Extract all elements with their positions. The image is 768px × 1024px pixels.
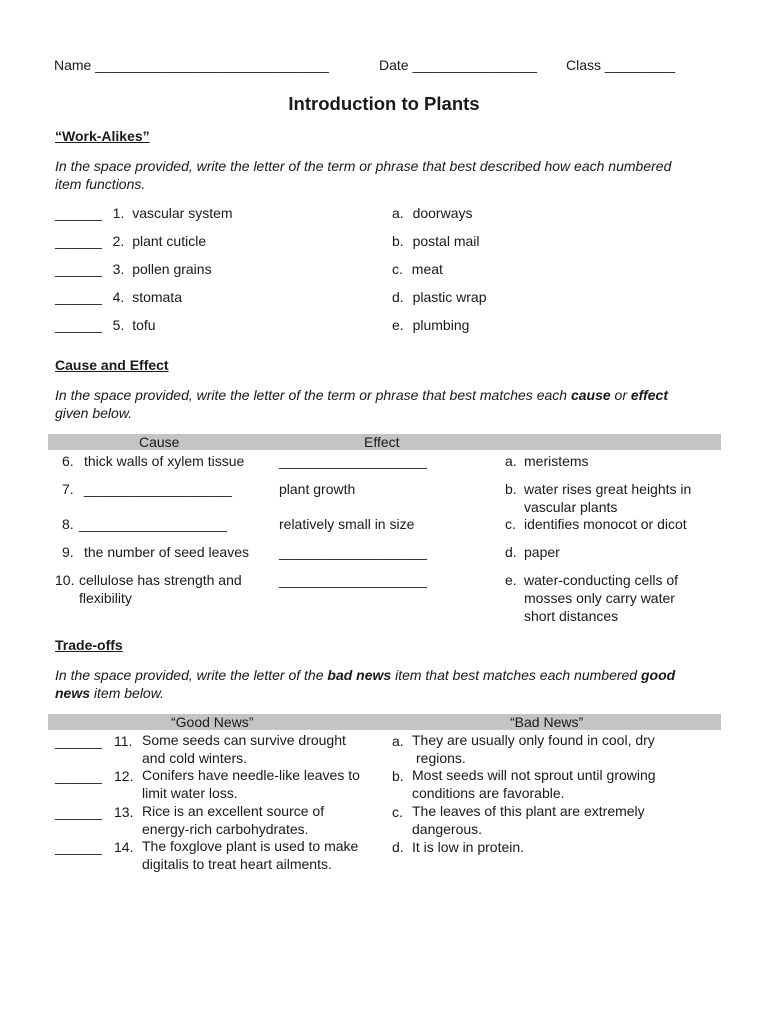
row-number: 12. [114, 768, 134, 784]
instruction-text: or [610, 387, 631, 403]
class-field[interactable] [566, 57, 675, 73]
row-number: 10. [55, 572, 75, 588]
row-number: 11. [114, 733, 133, 749]
bad-line: dangerous. [412, 820, 483, 837]
option-text: plumbing [412, 317, 470, 333]
option-letter: a. [392, 733, 404, 749]
answer-blank[interactable]: ______ [55, 839, 102, 855]
option-letter: b. [392, 233, 404, 249]
option-text: doorways [412, 205, 473, 221]
option-text [524, 571, 678, 625]
list-item [55, 317, 156, 333]
bad-line: conditions are favorable. [412, 784, 565, 801]
answer-blank[interactable]: ______ [55, 289, 102, 305]
answer-blank[interactable]: ______ [55, 768, 102, 784]
option-letter: c. [392, 261, 403, 277]
item-number: 5. [112, 317, 125, 333]
option-letter: d. [392, 289, 404, 305]
trade-offs-instruction [55, 666, 695, 702]
option-item [392, 205, 473, 221]
option-letter: d. [392, 839, 404, 855]
option-item [392, 289, 487, 305]
option-text: meristems [524, 453, 589, 469]
good-news-text [142, 732, 346, 767]
cause-line: flexibility [79, 590, 132, 606]
option-text: identifies monocot or dicot [524, 516, 687, 532]
work-alikes-instruction: In the space provided, write the letter of the term or phrase that best described how each numbered item functions. [55, 158, 672, 192]
class-blank[interactable]: _________ [604, 57, 675, 73]
item-text: stomata [132, 289, 182, 305]
section-heading-trade-offs: Trade-offs [55, 637, 123, 653]
option-item [392, 233, 480, 249]
option-letter: d. [505, 544, 517, 560]
item-number: 2. [112, 233, 125, 249]
section-heading-work-alikes: “Work-Alikes” [55, 128, 150, 144]
name-blank[interactable]: ______________________________ [95, 57, 329, 73]
instruction-text: In the space provided, write the letter of the term or phrase that best matches each [55, 387, 571, 403]
item-number: 4. [112, 289, 125, 305]
effect-blank[interactable]: ___________________ [279, 453, 427, 469]
option-letter: e. [392, 317, 404, 333]
bad-line: regions. [416, 749, 466, 766]
effect-text: plant growth [279, 481, 356, 497]
effect-text: relatively small in size [279, 516, 415, 532]
good-line: and cold winters. [142, 749, 248, 766]
row-number: 8. [62, 516, 74, 532]
answer-blank[interactable]: ______ [55, 205, 102, 221]
row-number: 7. [62, 481, 74, 497]
page-title: Introduction to Plants [288, 93, 480, 114]
effect-blank[interactable]: ___________________ [279, 544, 427, 560]
option-item [392, 261, 443, 277]
section-heading-cause-effect: Cause and Effect [55, 357, 169, 373]
instruction-bold-good-news: good news [55, 667, 676, 701]
name-label: Name [54, 57, 92, 73]
effect-blank[interactable]: ___________________ [279, 572, 427, 588]
answer-blank[interactable]: ______ [55, 261, 102, 277]
option-line: short distances [524, 608, 619, 624]
bad-news-text [412, 803, 645, 838]
date-label: Date [379, 57, 409, 73]
cause-text: the number of seed leaves [84, 544, 249, 560]
bad-line: They are usually only found in cool, dry [412, 732, 655, 748]
instruction-bold-effect: effect [630, 387, 668, 403]
item-number: 3. [112, 261, 125, 277]
option-text: plastic wrap [412, 289, 487, 305]
trade-offs-header-row [48, 714, 721, 730]
option-letter: a. [505, 453, 517, 469]
option-letter: e. [505, 572, 517, 588]
option-letter: c. [392, 804, 403, 820]
cause-blank[interactable]: ___________________ [79, 516, 227, 532]
bad-news-text [412, 767, 656, 802]
option-line: water rises great heights in [524, 481, 692, 497]
answer-blank[interactable]: ______ [55, 317, 102, 333]
good-news-text [142, 767, 360, 802]
list-item [55, 233, 206, 249]
good-line: Some seeds can survive drought [142, 732, 346, 748]
option-letter: a. [392, 205, 404, 221]
bad-news-text [412, 732, 655, 767]
instruction-text: In the space provided, write the letter of the [55, 667, 328, 683]
option-item [392, 317, 469, 333]
option-letter: b. [505, 481, 517, 497]
column-header-cause: Cause [139, 434, 180, 450]
row-number: 9. [62, 544, 74, 560]
cause-text: thick walls of xylem tissue [84, 453, 245, 469]
item-text: pollen grains [132, 261, 212, 277]
item-text: tofu [132, 317, 156, 333]
option-letter: b. [392, 768, 404, 784]
good-line: digitalis to treat heart ailments. [142, 855, 332, 872]
option-text [524, 480, 691, 516]
good-line: limit water loss. [142, 784, 238, 801]
row-number: 6. [62, 453, 74, 469]
date-blank[interactable]: ________________ [412, 57, 538, 73]
answer-blank[interactable]: ______ [55, 804, 102, 820]
list-item [55, 261, 212, 277]
cause-text [79, 571, 242, 607]
item-text: plant cuticle [132, 233, 207, 249]
column-header-good-news: “Good News” [171, 714, 254, 730]
column-header-effect: Effect [364, 434, 400, 450]
class-label: Class [566, 57, 602, 73]
item-number: 1. [112, 205, 125, 221]
answer-blank[interactable]: ______ [55, 233, 102, 249]
row-number: 13. [114, 804, 134, 820]
cause-line: cellulose has strength and [79, 572, 242, 588]
bad-news-text: It is low in protein. [412, 839, 525, 855]
answer-blank[interactable]: ______ [55, 733, 102, 749]
date-field[interactable] [379, 57, 537, 73]
instruction-text: item that best matches each numbered [391, 667, 641, 683]
option-line: mosses only carry water [524, 590, 675, 606]
instruction-text: item below. [90, 685, 164, 701]
good-line: energy-rich carbohydrates. [142, 820, 309, 837]
good-line: Conifers have needle-like leaves to [142, 767, 360, 783]
good-news-text [142, 838, 358, 873]
good-line: Rice is an excellent source of [142, 803, 325, 819]
good-line: The foxglove plant is used to make [142, 838, 359, 854]
option-line: water-conducting cells of [524, 572, 679, 588]
option-letter: c. [505, 516, 516, 532]
bad-line: Most seeds will not sprout until growing [412, 767, 656, 783]
option-line: vascular plants [524, 499, 618, 515]
instruction-bold-cause: cause [570, 387, 611, 403]
cause-effect-header-row [48, 434, 721, 450]
instruction-text: given below. [55, 405, 133, 421]
list-item [55, 289, 182, 305]
option-text: meat [411, 261, 443, 277]
name-field[interactable] [54, 57, 329, 73]
good-news-text [142, 803, 324, 838]
bad-line: The leaves of this plant are extremely [412, 803, 645, 819]
item-text: vascular system [132, 205, 233, 221]
cause-blank[interactable]: ___________________ [84, 481, 232, 497]
option-text: postal mail [412, 233, 480, 249]
row-number: 14. [114, 839, 134, 855]
option-text: paper [524, 544, 560, 560]
column-header-bad-news: “Bad News” [510, 714, 584, 730]
cause-effect-instruction [55, 386, 695, 422]
instruction-bold-bad-news: bad news [327, 667, 392, 683]
list-item [55, 205, 233, 221]
